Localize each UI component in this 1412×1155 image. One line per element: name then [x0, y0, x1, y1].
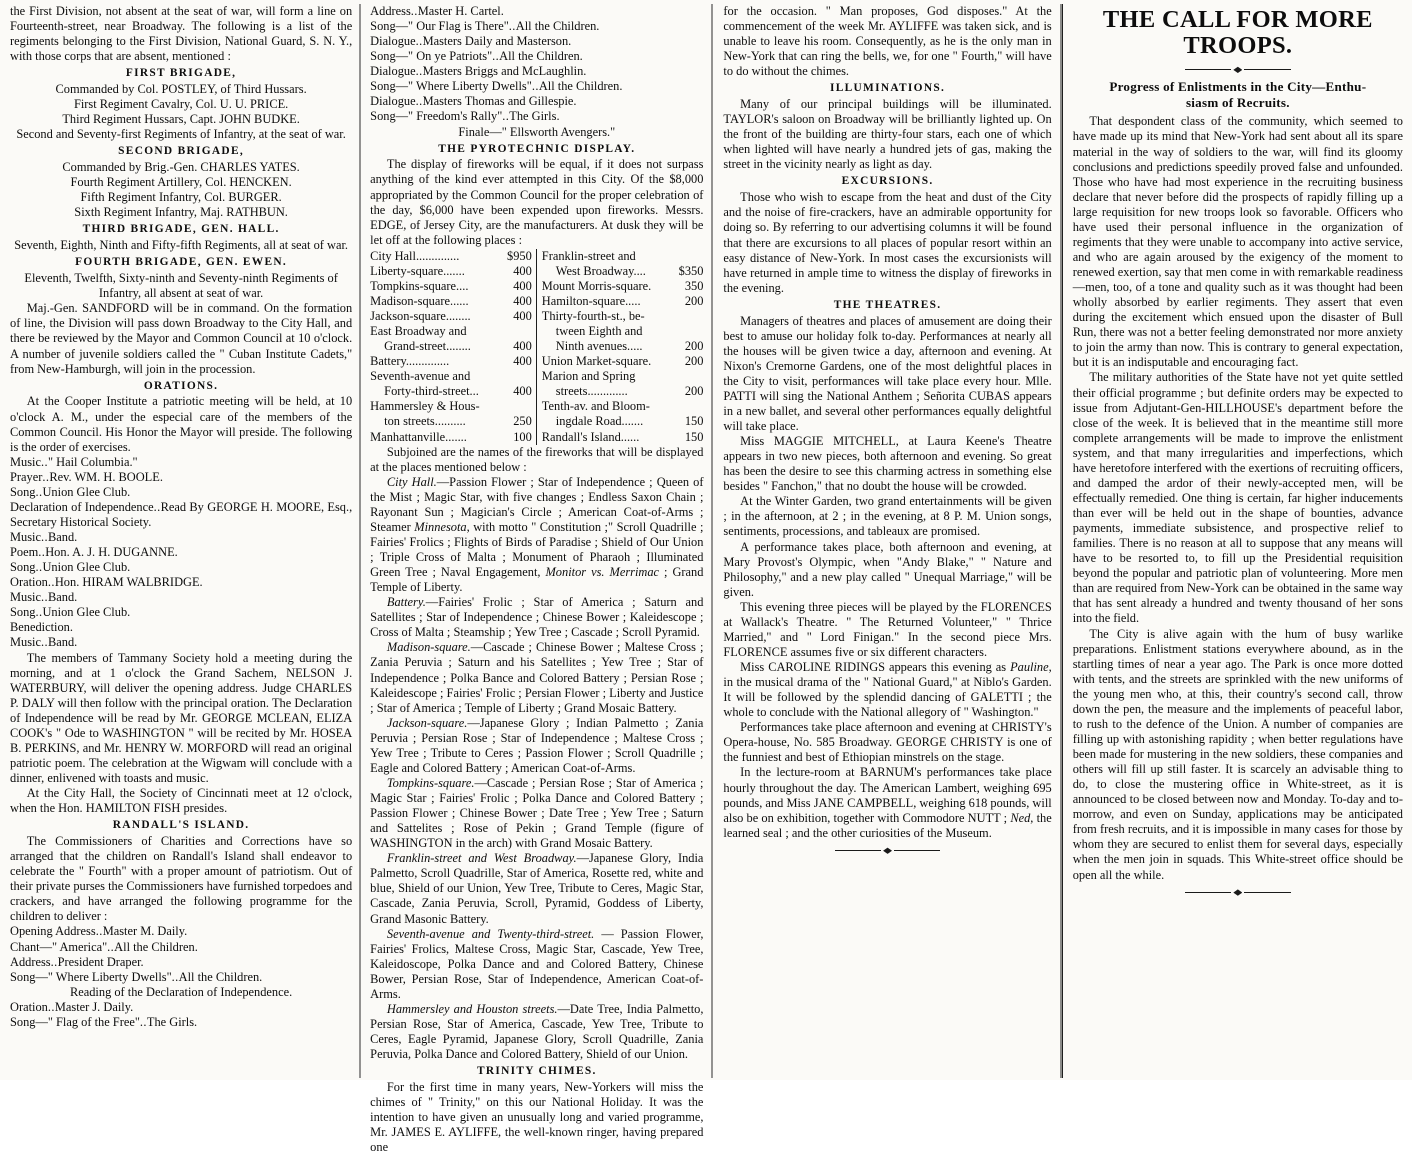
theatres-paragraph: Managers of theatres and places of amusement are doing their best to amuse our holiday folk to-day. Performances at nearly all the houses will be given twice a day, afternoon and evening. At Nixon's Cremorne Gardens, one of the most delightful places in the City to visit, performances will take place every hour. Mlle. PATTI will sing the National Anthem ; Señorita CUBAS appears in a new ballet, and several other performances equally delightful will take place. [723, 313, 1052, 434]
fireworks-budget-row [370, 249, 532, 264]
theatres-paragraph: This evening three pieces will be played by the FLORENCES at Wallack's Theatre. " The Returned Volunteer," " Thrice Married," and " Lord Finigan." In the second piece Mrs. FLORENCE assumes five or six different characters. [723, 599, 1052, 659]
pyrotechnic-display-heading: THE PYROTECHNIC DISPLAY. [438, 142, 636, 155]
brigade-heading: FIRST BRIGADE, [125, 67, 237, 80]
programme-line [10, 1000, 352, 1015]
programme-performer: Union Glee Club. [42, 605, 131, 620]
fireworks-budget-row [370, 430, 532, 445]
programme-item: Song—" Freedom's Rally" [370, 109, 503, 124]
section-divider-ornament [723, 846, 1051, 855]
programme-item: Song—" Where Liberty Dwells" [370, 79, 532, 94]
illuminations-paragraph: Many of our principal buildings will be illuminated. TAYLOR's saloon on Broadway will be brilliantly lighted up. On the front of the building are thirty-four stars, each one of which when lighted will have nearly a hundred jets of gas, making the street in the vicinity nearly as light as day. [723, 97, 1052, 172]
tammany-paragraph: The members of Tammany Society hold a meeting during the morning, and at 1 o'clock the Grand Sachem, NELSON J. WATERBURY, will deliver the opening address. Judge CHARLES P. DALY will then follow with the principal oration. The Declaration of Independence will be read by Mr. GEORGE MCLEAN, ELIZA COOK's " Ode to WASHINGTON " will be recited by Mr. HOSEA B. PERKINS, and Mr. HENRY W. MORFORD will read an original patriotic poem. The celebration at the Wigwam will conclude with a dinner, enlivened with toasts and music. [10, 650, 353, 786]
fireworks-amount: 400 [513, 339, 532, 354]
programme-line [370, 64, 703, 79]
fireworks-budget-row [542, 339, 704, 354]
column-2 [362, 4, 711, 1155]
fireworks-budget-table [370, 249, 703, 445]
programme-line [370, 34, 703, 49]
fireworks-budget-row [542, 399, 704, 414]
dot-leader: .. [47, 999, 55, 1014]
dot-leader: .. [107, 939, 115, 954]
fireworks-location: Ninth avenues..... [555, 339, 643, 354]
dot-leader: .. [153, 499, 161, 514]
programme-line [10, 940, 352, 955]
firework-list-place: Franklin-street and West Broadway. [386, 851, 577, 866]
fireworks-budget-row [370, 384, 532, 399]
programme-item: Song—" Our Flag is There" [370, 19, 509, 34]
page-title: THE CALL FOR MORE TROOPS. [1102, 6, 1373, 60]
fireworks-location: Jackson-square........ [370, 309, 471, 324]
programme-line [10, 470, 352, 485]
programme-performer: Union Glee Club. [42, 560, 131, 575]
theatres-paragraph: At the Winter Garden, two grand entertainments will be given ; in the afternoon, at 2 ; in the evening, at 8 P. M. Union songs, sentiments, processions, and tableaux are promised. [723, 494, 1052, 539]
programme-performer: Band. [47, 635, 78, 650]
programme-item: Oration [10, 999, 48, 1014]
firework-list-place: Battery. [386, 595, 426, 610]
firework-list-entry: Madison-square.—Cascade ; Chinese Bower ; Maltese Cross ; Zania Peruvia ; Saturn and his Satellites ; Yew Tree ; Star of Independence ; Polka Bance and Colored Battery ; Persian Rose ; Kaleidescope ; Fairies' Frolic ; Persian Flower ; Liberty and Justice ; Star of America ; Temple of Liberty ; Grand Mosaic Battery. [370, 640, 704, 715]
firework-list-place: Tompkins-square. [386, 775, 475, 790]
programme-line [10, 590, 352, 605]
dot-leader: .. [492, 49, 500, 64]
programme-performer: Rev. WM. H. BOOLE. [49, 469, 163, 484]
programme-item: Song [10, 605, 36, 620]
programme-performer: Hon. HIRAM WALBRIDGE. [54, 575, 203, 590]
column-1 [2, 4, 359, 1078]
programme-line: Finale—" Ellsworth Avengers." [458, 124, 616, 139]
fireworks-budget-row [542, 309, 704, 324]
programme-item: Music [10, 635, 41, 650]
fireworks-budget-row [370, 399, 532, 414]
article-end-ornament [1073, 888, 1403, 897]
randalls-island-heading: RANDALL'S ISLAND. [112, 819, 250, 832]
column-4 [1063, 4, 1410, 1078]
fireworks-budget-row [542, 294, 704, 309]
fireworks-budget-row [542, 414, 704, 429]
fireworks-location: Madison-square...... [370, 293, 469, 308]
programme-line [10, 955, 352, 970]
excursions-heading: EXCURSIONS. [841, 175, 934, 188]
programme-line [10, 530, 352, 545]
fireworks-amount: 350 [684, 278, 704, 293]
fireworks-location: West Broadway.... [555, 263, 646, 278]
randalls-paragraph: The Commissioners of Charities and Corrections have so arranged that the children on Randall's Island shall endeavor to celebrate the " Fourth" with a proper amount of patriotism. Out of their private purses the Commissioners have furnished torpedoes and crackers, and have arranged the following programme for the children to deliver : [10, 834, 353, 924]
fireworks-budget-row [370, 309, 532, 324]
programme-line [10, 970, 352, 985]
fireworks-amount: $350 [678, 263, 704, 278]
programme-performer: All the Children. [499, 49, 583, 64]
programme-item: Music [10, 590, 41, 605]
firework-list-place: Madison-square. [386, 640, 471, 655]
fireworks-budget-right-col [537, 249, 704, 445]
programme-item: Poem [10, 545, 39, 560]
brigade-heading: THIRD BRIGADE, GEN. HALL. [82, 223, 280, 236]
programme-item: Music [10, 454, 41, 469]
programme-item: Music [10, 530, 41, 545]
dot-leader: .. [508, 19, 516, 34]
trinity-chimes-heading: TRINITY CHIMES. [476, 1065, 597, 1078]
fireworks-amount: 200 [684, 339, 704, 354]
programme-performer: All the Children. [114, 939, 198, 954]
programme-line [10, 455, 352, 470]
fireworks-budget-row [542, 249, 704, 264]
fireworks-amount: 200 [684, 293, 704, 308]
subheadline-line-2: siasm of Recruits. [1185, 95, 1290, 111]
programme-line [10, 560, 352, 575]
programme-item: Song—" On ye Patriots" [370, 49, 493, 64]
programme-line [370, 19, 703, 34]
fireworks-amount: 250 [513, 414, 532, 429]
fireworks-amount: 400 [513, 278, 532, 293]
fireworks-budget-row [370, 294, 532, 309]
firework-italic-name: Monitor vs. Merrimac [545, 565, 660, 580]
fireworks-budget-row [542, 430, 704, 445]
fireworks-budget-row [370, 324, 532, 339]
programme-item: Declaration of Independence [10, 499, 154, 514]
fireworks-location: tween Eighth and [555, 324, 643, 339]
fireworks-amount: 150 [684, 414, 704, 429]
fireworks-amount: 400 [513, 384, 532, 399]
fireworks-amount: 200 [684, 384, 704, 399]
orations-heading: ORATIONS. [143, 379, 219, 392]
fireworks-amount: 200 [684, 354, 704, 369]
dot-leader: .. [35, 605, 43, 620]
subjoined-paragraph: Subjoined are the names of the fireworks that will be displayed at the places mentioned below : [370, 444, 704, 474]
brigade-block-4 [10, 256, 352, 301]
programme-performer: Master M. Daily. [102, 924, 188, 939]
dot-leader: .. [415, 34, 423, 49]
fireworks-location: ton streets.......... [384, 414, 466, 429]
fireworks-budget-row [370, 339, 532, 354]
fireworks-location: East Broadway and [370, 324, 467, 339]
programme-item: Song—" Where Liberty Dwells" [10, 969, 172, 984]
fireworks-amount [700, 249, 703, 264]
dot-leader: .. [40, 590, 48, 605]
fireworks-location: Marion and Spring [541, 369, 636, 384]
fireworks-location: ingdale Road....... [555, 414, 644, 429]
brigade-line: Seventh, Eighth, Ninth and Fifty-fifth Regiments, all at seat of war. [14, 238, 348, 253]
trinity-paragraph: For the first time in many years, New-Yorkers will miss the chimes of " Trinity," on this our National Holiday. It was the intention to have given an unusually long and varied programme, Mr. JAMES E. AYLIFFE, the well-known ringer, having prepared one [370, 1080, 704, 1155]
fireworks-amount: 100 [513, 429, 532, 444]
theatres-paragraphs [723, 314, 1051, 660]
dot-leader: .. [415, 64, 423, 79]
brigade-line: Commanded by Brig.-Gen. CHARLES YATES. [62, 160, 300, 175]
programme-performer: Master H. Cartel. [417, 4, 504, 18]
fireworks-amount [700, 369, 703, 384]
brigade-line: Fourth Regiment Artillery, Col. HENCKEN. [70, 175, 292, 190]
fireworks-location: Manhattanville....... [370, 429, 467, 444]
article-paragraph: That despondent class of the community, which seemed to have made up its mind that New-York had sent about all its spare material in the way of soldiers to the war, will find its gloomy conclusions and predictions speedily proved false and unfounded. Those who have had most experience in the recruiting business declare that never before did the prospects of rapidly filling up a large requisition for new troops look so favorable. Officers who have used their personal influence in the organization of regiments that they were unable to accompany into active service, and who are again aroused by the exigency of the moment to renewed exertion, say that men come in with remarkable readiness—men, too, of a tone and quality such as it was thought had been wholly absorbed by earlier regiments. They assert that even during the excitement which ensued upon the disaster of Bull Run, there was not a better feeling demonstrated nor more anxiety to join the army than now. This is contrary to general expectation, but it is an indisputable and encouraging fact. [1072, 114, 1403, 370]
programme-performer: The Girls. [509, 109, 560, 124]
programme-item: Song [10, 484, 36, 499]
play-role-italic: Pauline [1010, 660, 1049, 675]
fireworks-location: Hamilton-square..... [541, 293, 641, 308]
programme-item: Song—" Flag of the Free" [10, 1014, 140, 1029]
fireworks-budget-row [370, 354, 532, 369]
brigade-block-2 [10, 145, 352, 220]
programme-item: Song [10, 560, 36, 575]
fireworks-amount [700, 309, 703, 324]
fireworks-location: Randall's Island...... [541, 429, 640, 444]
fireworks-location: Tenth-av. and Bloom- [541, 399, 650, 414]
fireworks-amount: 400 [513, 263, 532, 278]
fireworks-location: Tompkins-square.... [370, 278, 469, 293]
dot-leader: .. [502, 109, 510, 124]
randalls-programme-continued [370, 4, 703, 140]
dot-leader: .. [38, 545, 46, 560]
fireworks-location: Forty-third-street... [384, 384, 479, 399]
dot-leader: .. [531, 79, 539, 94]
subheadline [1073, 79, 1403, 111]
fireworks-location: Mount Morris-square. [541, 278, 652, 293]
programme-performer: Hon. A. J. H. DUGANNE. [45, 545, 178, 560]
programme-performer: Band. [47, 590, 78, 605]
programme-line [10, 575, 352, 590]
programme-performer: Master J. Daily. [54, 999, 134, 1014]
programme-item: Dialogue [370, 94, 416, 109]
brigade-line: Sixth Regiment Infantry, Maj. RATHBUN. [74, 205, 288, 220]
pyrotechnic-paragraph: The display of fireworks will be equal, if it does not surpass anything of the kind ever attempted in this City. Of the $8,000 appropriated by the Common Council for the proper celebration of the day, $6,000 have been expended upon fireworks. Messrs. EDGE, of Jersey City, are the manufacturers. At dusk they will be let off at the following places : [370, 157, 704, 247]
fireworks-amount: 400 [513, 293, 532, 308]
programme-item: Address [10, 954, 51, 969]
fireworks-amount: 150 [684, 429, 704, 444]
programme-item: Prayer [10, 469, 43, 484]
firework-list-place: City Hall. [386, 474, 437, 489]
firework-list-entry: City Hall.—Passion Flower ; Star of Independence ; Queen of the Mist ; Magic Star, with five changes ; Endless Saxon Chain ; Rayonant Sun ; Magician's Circle ; American Coat-of-Arms ; Steamer Minnesota, with motto " Constitution ;" Scroll Quadrille ; Fairies' Frolics ; Flights of Birds of Paradise ; Shield of Our Union ; Triple Cross of Malta ; Monument of Pharaoh ; Illuminated Green Tree ; Naval Engagement, Monitor vs. Merrimac ; Grand Temple of Liberty. [370, 474, 704, 595]
sandford-paragraph: Maj.-Gen. SANDFORD will be in command. On the formation of line, the Division will pass down Broadway to the City Hall, and there be reviewed by the Mayor and Common Council at 10 o'clock. A number of juvenile soldiers called the " Cuban Institute Cadets," from New-Hamburgh, will join in the procession. [10, 301, 353, 376]
programme-performer: President Draper. [57, 954, 144, 969]
programme-performer: All the Children. [515, 19, 600, 34]
dot-leader: .. [40, 635, 48, 650]
programme-item: Opening Address [10, 924, 96, 939]
fireworks-amount [529, 324, 532, 339]
fireworks-amount [700, 324, 703, 339]
troops-article-body [1073, 114, 1403, 882]
programme-item: Oration [10, 575, 48, 590]
dot-leader: .. [40, 454, 48, 469]
fireworks-budget-row [542, 384, 704, 399]
programme-performer: " Hail Columbia." [47, 454, 138, 469]
cooper-institute-programme [10, 455, 352, 651]
programme-performer: Masters Daily and Masterson. [422, 34, 572, 49]
programme-line [10, 605, 352, 620]
firework-list-entry: Battery.—Fairies' Frolic ; Star of America ; Saturn and Satellites ; Star of Independence ; Chinese Bower ; Kaleidescope ; Cross of Malta ; Steamship ; Yew Tree ; Cascade ; Scroll Pyramid. [370, 595, 704, 640]
fireworks-budget-row [542, 354, 704, 369]
column-3 [714, 4, 1059, 1078]
dot-leader: .. [47, 575, 55, 590]
programme-performer: Masters Briggs and McLaughlin. [422, 64, 587, 79]
fireworks-budget-row [370, 414, 532, 429]
programme-item: Dialogue [370, 64, 416, 79]
programme-line [370, 4, 703, 19]
programme-line [370, 49, 703, 64]
firework-list-place: Jackson-square. [386, 715, 468, 730]
programme-performer: All the Children. [178, 969, 263, 984]
ridings-paragraph: Miss CAROLINE RIDINGS appears this evening as Pauline, in the musical drama of the " National Guard," at Niblo's Garden. It will be followed by the splendid dancing of GALETTI ; the whole to conclude with the National allegory of " Washington." [723, 660, 1052, 720]
dot-leader: .. [415, 94, 423, 109]
excursions-paragraph: Those who wish to escape from the heat and dust of the City and the noise of fire-crackers, have an admirable opportunity for doing so. By referring to our advertising columns it will be found that there are excursions to all places of popular resort within an easy distance of New-York. In most cases the excursionists will have returned in ample time to witness the display of fireworks in the evening. [723, 190, 1052, 295]
programme-line [370, 79, 703, 94]
brigade-line: Fifth Regiment Infantry, Col. BURGER. [80, 190, 282, 205]
programme-line [370, 94, 703, 109]
illuminations-heading: ILLUMINATIONS. [829, 82, 946, 95]
fireworks-amount [700, 399, 703, 414]
fireworks-budget-row [542, 279, 704, 294]
fireworks-budget-row [370, 369, 532, 384]
brigade-heading: FOURTH BRIGADE, GEN. EWEN. [75, 256, 288, 269]
theatres-paragraph: A performance takes place, both afternoon and evening, at Mary Provost's Olympic, when "Andy Blake," " Nature and Philosophy," and a new play called " Unequal Marriage," will be given. [723, 539, 1052, 599]
fireworks-location: Union Market-square. [541, 354, 652, 369]
programme-performer: Union Glee Club. [42, 484, 131, 499]
dot-leader: .. [410, 4, 418, 18]
programme-performer: All the Children. [538, 79, 623, 94]
fireworks-location: Grand-street........ [384, 339, 471, 354]
programme-line [10, 500, 352, 530]
dot-leader: .. [171, 969, 179, 984]
firework-lists [370, 475, 703, 1062]
fireworks-amount [529, 369, 532, 384]
fireworks-location: Hammersley & Hous- [370, 399, 480, 414]
firework-list-entry: Jackson-square.—Japanese Glory ; Indian Palmetto ; Zania Peruvia ; Persian Rose ; Star of Independence ; Maltese Cross ; Yew Tree ; Tribute to Ceres ; Passion Flower ; Scroll Quadrille ; Eagle and Colored Battery ; American Coat-of-Arms. [370, 715, 704, 775]
brigade-line: Third Regiment Hussars, Capt. JOHN BUDKE. [62, 112, 300, 127]
dot-leader: .. [139, 1014, 147, 1029]
headline-divider-ornament [1073, 65, 1403, 74]
brigade-line: Eleventh, Twelfth, Sixty-ninth and Seventy-ninth Regiments of Infantry, all absent at seat of war. [24, 271, 338, 301]
programme-item: Chant—" America" [10, 939, 108, 954]
programme-line [370, 109, 703, 124]
firework-italic-name: Minnesota [414, 519, 467, 534]
firework-list-place: Hammersley and Houston streets. [386, 1001, 558, 1016]
fireworks-amount: 400 [513, 354, 532, 369]
dot-leader: .. [40, 530, 48, 545]
fireworks-budget-row [542, 324, 704, 339]
dot-leader: .. [42, 469, 50, 484]
brigade-line: Commanded by Col. POSTLEY, of Third Hussars. [55, 82, 307, 97]
theatres-paragraph: Miss MAGGIE MITCHELL, at Laura Keene's Theatre appears in two new pieces, both afternoon and evening. So great has been the desire to see this charming actress in something else besides " Fanchon," that no doubt the house will be crowded. [723, 434, 1052, 494]
programme-performer: The Girls. [146, 1014, 198, 1029]
lead-paragraph: the First Division, not absent at the seat of war, will form a line on Fourteenth-street, near Broadway. The following is a list of the regiments belonging to the First Division, National Guard, S. N. Y., with those corps that are absent, mentioned : [10, 4, 353, 64]
fireworks-location: Franklin-street and [541, 248, 636, 263]
programme-performer: Masters Thomas and Gillespie. [422, 94, 577, 109]
christy-paragraph: Performances take place afternoon and evening at CHRISTY's Opera-house, No. 585 Broadway. GEORGE CHRISTY is one of the funniest and best of Ethiopian minstrels on the stage. [723, 720, 1052, 765]
brigade-heading: SECOND BRIGADE, [118, 145, 245, 158]
firework-list-entry: Hammersley and Houston streets.—Date Tree, India Palmetto, Persian Rose, Star of America, Cascade, Yew Tree, Tribute to Ceres, Eagle Pyramid, Japanese Glory, Scroll Quadrille, Zania Peruvia, Polka Dance and Colored Battery, Shield of our Union. [370, 1001, 704, 1062]
programme-item: Dialogue [370, 34, 416, 49]
brigade-line: First Regiment Cavalry, Col. U. U. PRICE. [73, 97, 289, 112]
fireworks-budget-row [370, 279, 532, 294]
programme-performer: Band. [47, 530, 78, 545]
programme-line [10, 1015, 352, 1030]
fireworks-amount: 400 [513, 309, 532, 324]
fireworks-budget-row [542, 264, 704, 279]
programme-performer: Read By GEORGE H. MOORE, Esq., Secretary Historical Society. [10, 499, 353, 529]
programme-line [10, 545, 352, 560]
fireworks-budget-row [370, 264, 532, 279]
brigade-line: Second and Seventy-first Regiments of Infantry, at the seat of war. [16, 127, 346, 142]
randalls-island-programme [10, 924, 352, 1029]
programme-item: Address [370, 4, 411, 18]
fireworks-location: streets............. [555, 384, 628, 399]
fireworks-location: Seventh-avenue and [370, 369, 471, 384]
dot-leader: .. [35, 484, 43, 499]
dot-leader: .. [35, 560, 43, 575]
fireworks-budget-row [542, 369, 704, 384]
fireworks-location: Thirty-fourth-st., be- [541, 309, 645, 324]
programme-line [10, 635, 352, 650]
cincinnati-paragraph: At the City Hall, the Society of Cincinnati meet at 12 o'clock, when the Hon. HAMILTON FISH presides. [10, 786, 353, 816]
trinity-continued-paragraph: for the occasion. " Man proposes, God disposes." At the commencement of the week Mr. AYLIFFE was taken sick, and is unable to leave his room. Consequently, as he is the only man in New-York that can ring the bells, we, for one " Fourth," will have to do without the chimes. [723, 4, 1052, 79]
brigade-block-1 [10, 67, 352, 142]
firework-list-place: Seventh-avenue and Twenty-third-street. [386, 926, 595, 941]
programme-line [10, 485, 352, 500]
dot-leader: .. [50, 954, 58, 969]
orations-paragraph: At the Cooper Institute a patriotic meeting will be held, at 10 o'clock A. M., under the especial care of the members of the Common Council. His Honor the Mayor will preside. The following is the order of exercises. [10, 394, 353, 454]
fireworks-amount [529, 399, 532, 414]
fireworks-location: Battery.............. [370, 354, 450, 369]
firework-list-entry: Tompkins-square.—Cascade ; Persian Rose ; Star of America ; Magic Star ; Fairies' Frolic ; Polka Dance and Colored Battery ; Passion Flower ; Chinese Bower ; Date Tree ; Yew Tree ; Saturn and Sattelites ; Rose of Pekin ; Grand Temple (figure of WASHINGTON in the arch) with Grand Mosaic Battery. [370, 775, 704, 851]
barnum-paragraph: In the lecture-room at BARNUM's performances take place hourly throughout the day. The American Lambert, weighing 695 pounds, and Miss JANE CAMPBELL, weighing 618 pounds, will also be on exhibition, together with Commodore NUTT ; Ned, the learned seal ; and the other curiosities of the Museum. [723, 765, 1052, 840]
theatres-heading: THE THEATRES. [833, 298, 942, 311]
article-paragraph: The City is alive again with the hum of busy warlike preparations. Enlistment stations everywhere abound, as in the startling times of near a year ago. The Park is once more dotted with tents, and the streets are sprinkled with the new uniforms of the young men who, at this, their country's second call, throw down the pen, the measure and the implements of peaceful labor, to rush to the defence of the Union. A number of companies are filling up with astonishing rapidity ; when better regulations have been made for mustering in the new soldiers, these companies and others will fill up still faster. It is scarcely an advisable thing to do, to close the mustering office in White-street, as it is announced to be closed between now and Monday. To-day and to-morrow, and even on Sunday, applications may be anticipated from fresh recruits, and it is impossible in many cases for those by whom they are secured to enlist them for several days, especially when the men join in squads. This White-street office should be open all the while. [1072, 626, 1403, 882]
fireworks-location: Liberty-square....... [370, 263, 465, 278]
dot-leader: .. [95, 924, 103, 939]
firework-list-entry: Franklin-street and West Broadway.—Japanese Glory, India Palmetto, Scroll Quadrille, Star of America, Rosette red, white and blue, Shield of our Union, Yew Tree, Tribute to Ceres, Magic Star, Cascade, Zania Peruvia, Scroll, Pyramid, Goddess of Liberty, Grand Masonic Battery. [370, 851, 704, 926]
article-paragraph: The military authorities of the State have not yet quite settled their official programme ; but definite orders may be expected to issue from Adjutant-Gen-HILLHOUSE's department before the close of the week. It is believed that in the meantime still more complete arrangements will be made to improve the enlistment system, and that many irregularities and imperfections, which have heretofore interfered with the exertions of recruiting officers, and damped the ardor of their newly-accepted men, will be effectually remedied. One thing is certain, far higher inducements than ever will be held out in the shape of bounties, advance payments, immediate subsistence, and prospective relief to families. There is no reason at all to suppose that any means will have to be resorted to, to fill up the Presidential requisition beyond the popular and patriotic plan of volunteering. More men than are required from New-York can be obtained in the same way that has sent already a hundred and twenty thousand of her sons into the field. [1072, 370, 1403, 626]
fireworks-location: City Hall.............. [370, 248, 460, 263]
brigade-block-3 [10, 223, 352, 253]
fireworks-amount: $950 [507, 248, 532, 263]
programme-line: Reading of the Declaration of Independence. [69, 984, 293, 999]
programme-line [10, 924, 352, 939]
fireworks-budget-left-col [370, 249, 537, 445]
subheadline-line-1: Progress of Enlistments in the City—Enthu- [1109, 78, 1367, 94]
seal-name-italic: Ned [1010, 810, 1031, 825]
firework-list-entry: Seventh-avenue and Twenty-third-street. — Passion Flower, Fairies' Frolics, Maltese Cross, Magic Star, Cascade, Yew Tree, Kaleidoscope, Polka Dance and and Colored Battery, Chinese Bower, Persian Rose, Star of Independence, American Coat-of-Arms. [370, 926, 704, 1001]
programme-line: Benediction. [10, 620, 73, 635]
